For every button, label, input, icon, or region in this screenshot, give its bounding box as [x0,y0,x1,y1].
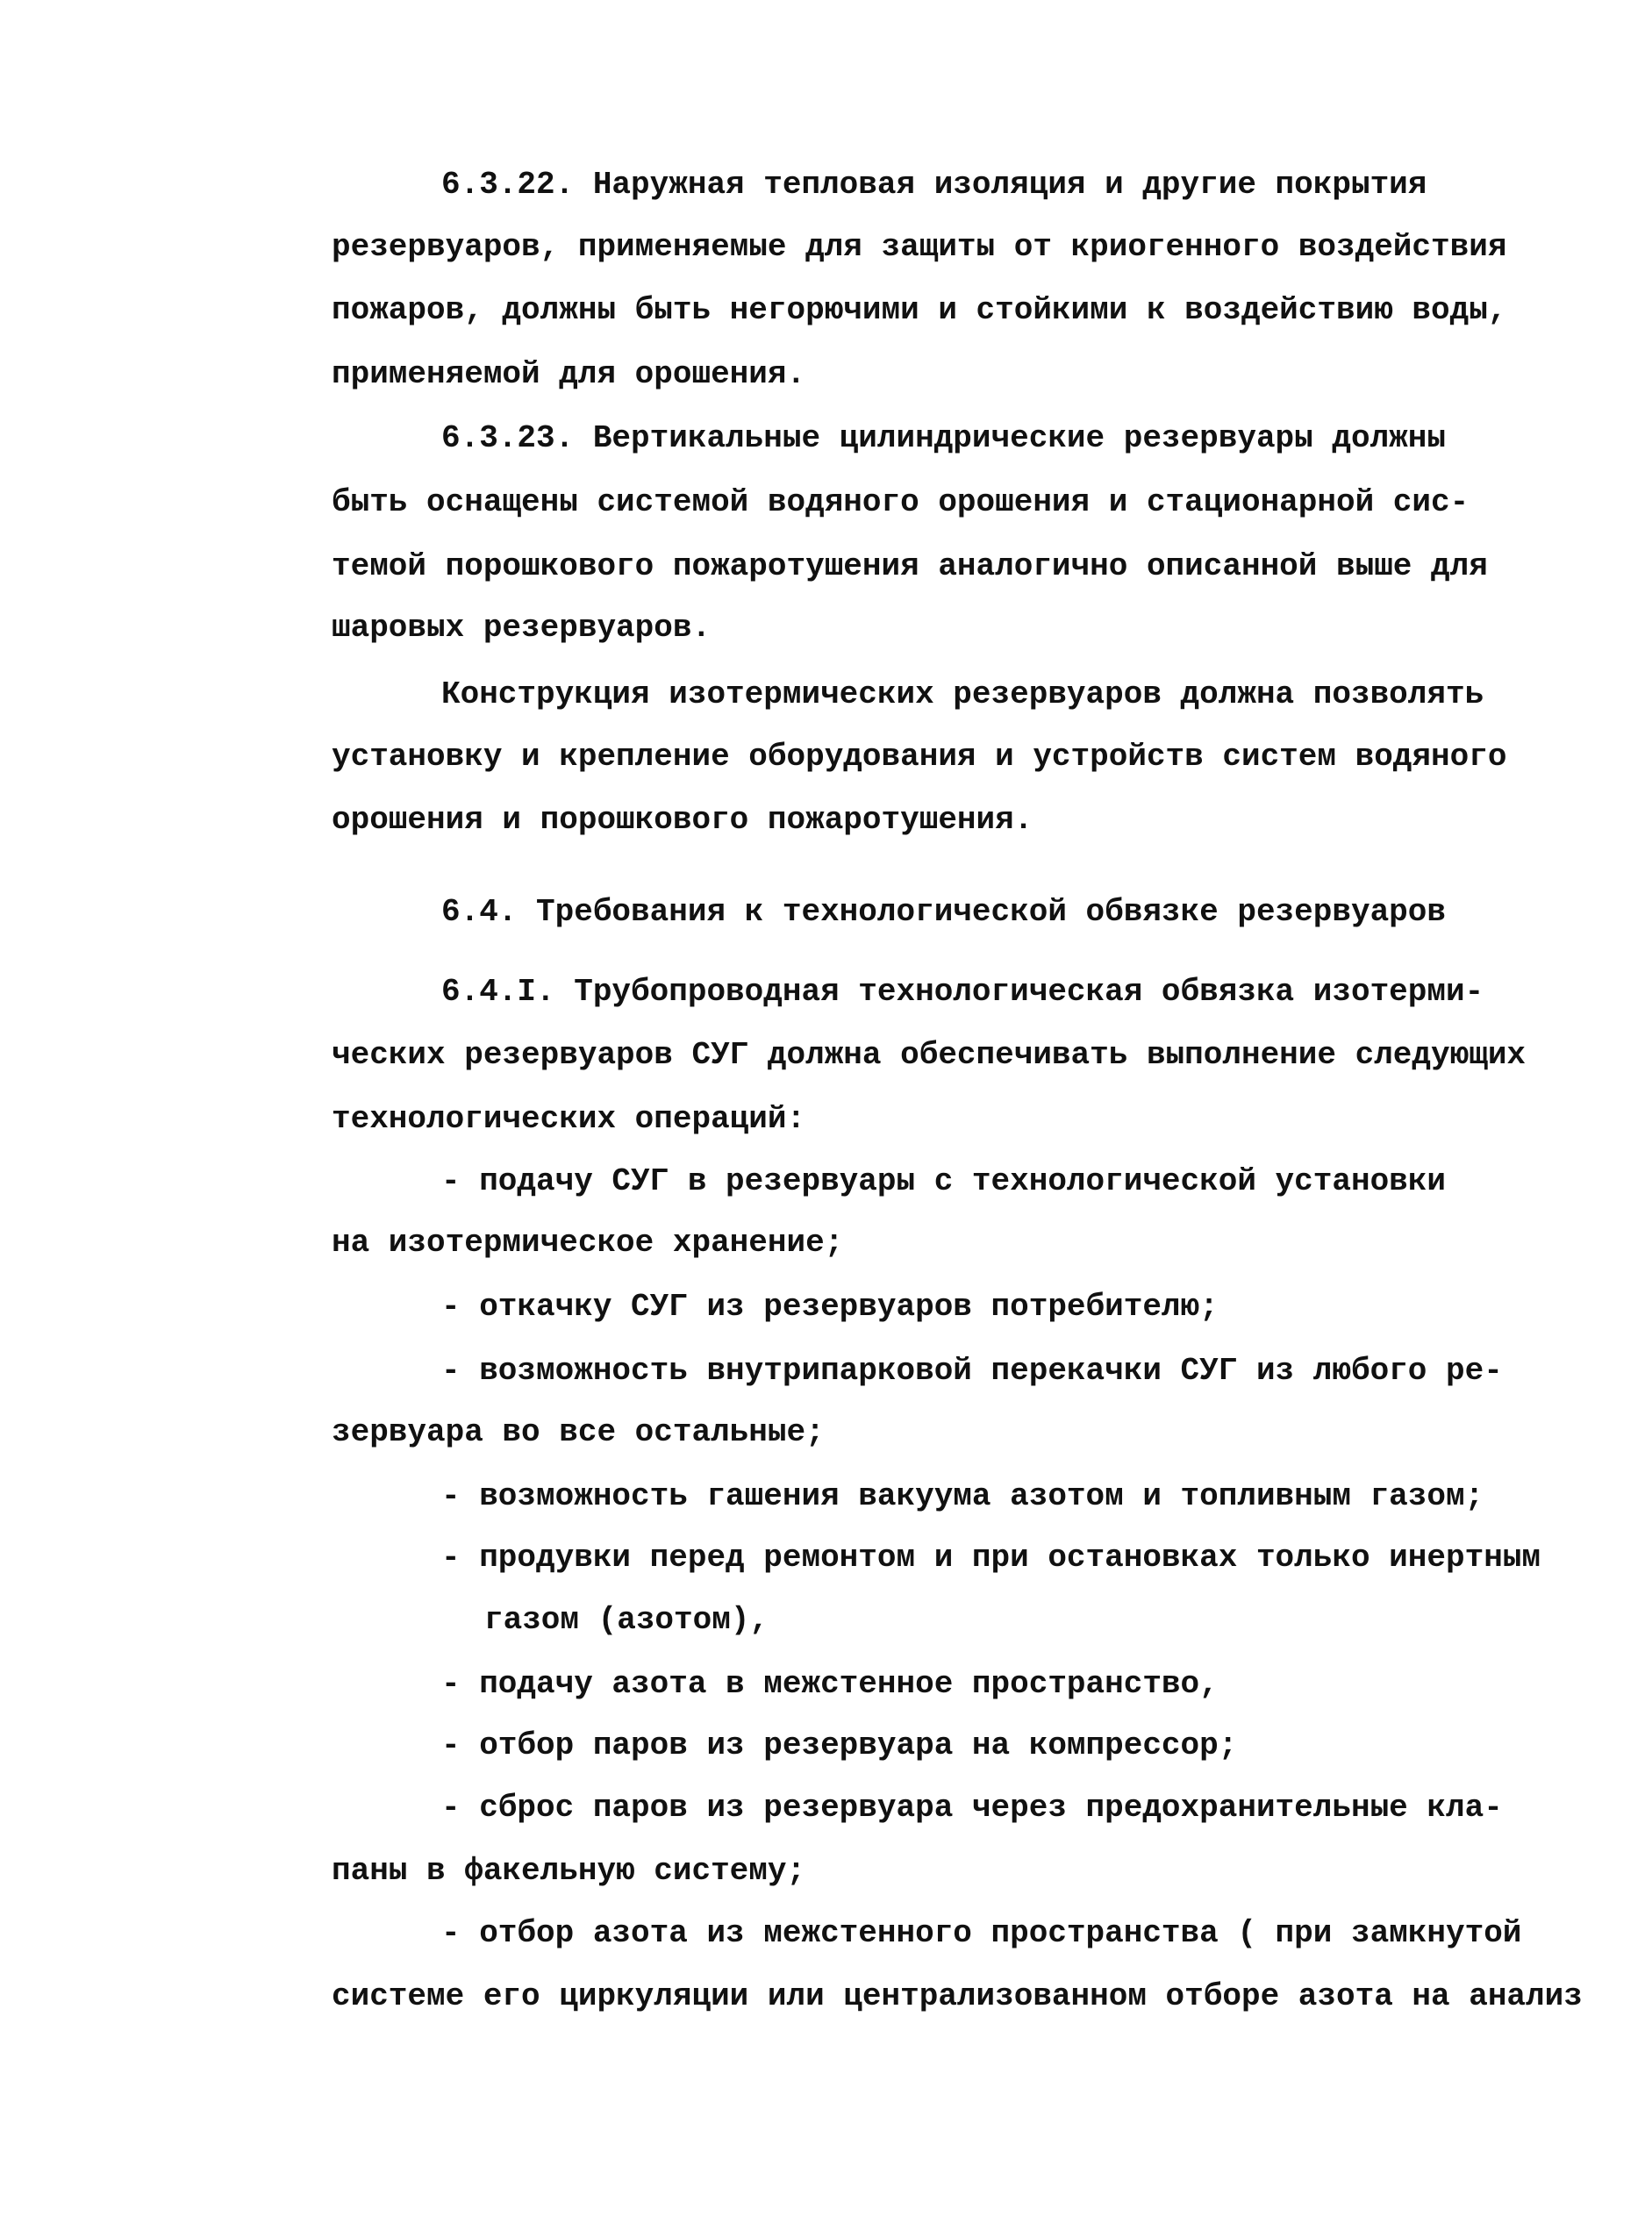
list-item: - подачу азота в межстенное пространство, [441,1666,1219,1702]
list-item: - возможность гашения вакуума азотом и топливным газом; [441,1478,1484,1514]
text-line: технологических операций: [332,1101,806,1137]
list-item: - возможность внутрипарковой перекачки СУГ из любого ре- [441,1353,1503,1389]
list-item: - сброс паров из резервуара через предохранительные кла- [441,1790,1503,1826]
text-line: газом (азотом), [484,1602,769,1638]
list-item: - подачу СУГ в резервуары с технологической установки [441,1163,1446,1199]
text-line: ческих резервуаров СУГ должна обеспечивать выполнение следующих [332,1037,1527,1073]
text-line: орошения и порошкового пожаротушения. [332,802,1033,838]
text-line: на изотермическое хранение; [332,1225,844,1261]
section-heading-6-4: 6.4. Требования к технологической обвязке резервуаров [441,894,1446,930]
text-line: быть оснащены системой водяного орошения и стационарной сис- [332,484,1470,520]
text-line: шаровых резервуаров. [332,610,712,646]
list-item: - продувки перед ремонтом и при остановках только инертным [441,1540,1541,1576]
list-item: - отбор азота из межстенного пространства ( при замкнутой [441,1915,1522,1951]
text-line: резервуаров, применяемые для защиты от криогенного воздействия [332,229,1507,265]
list-item: - отбор паров из резервуара на компрессор; [441,1727,1238,1763]
paragraph-6-4-1-line: 6.4.I. Трубопроводная технологическая обвязка изотерми- [441,974,1484,1010]
text-line: паны в факельную систему; [332,1853,806,1889]
list-item: - откачку СУГ из резервуаров потребителю; [441,1289,1219,1325]
paragraph-line: Конструкция изотермических резервуаров должна позволять [441,676,1484,712]
text-line: зервуара во все остальные; [332,1414,825,1450]
text-line: темой порошкового пожаротушения аналогично описанной выше для [332,548,1488,584]
text-line: установку и крепление оборудования и устройств систем водяного [332,739,1507,775]
paragraph-6-3-22-line: 6.3.22. Наружная тепловая изоляция и другие покрытия [441,167,1427,203]
text-line: пожаров, должны быть негорючими и стойкими к воздействию воды, [332,292,1507,328]
text-line: применяемой для орошения. [332,356,806,392]
text-line: системе его циркуляции или централизованном отборе азота на анализ [332,1978,1583,2014]
paragraph-6-3-23-line: 6.3.23. Вертикальные цилиндрические резервуары должны [441,420,1446,456]
